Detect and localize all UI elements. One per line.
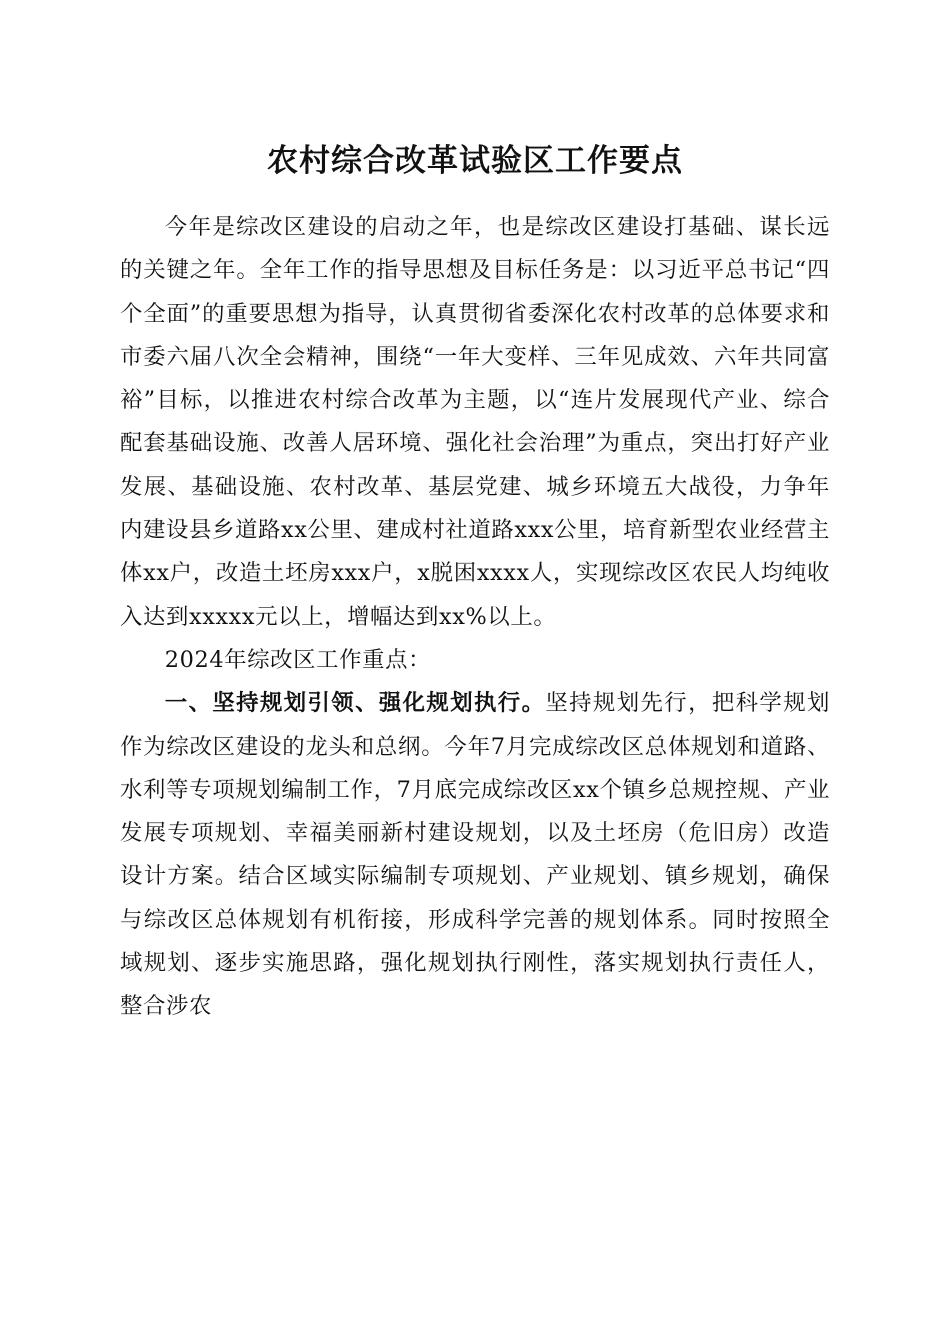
section-one-heading: 一、坚持规划引领、强化规划执行。 [164, 690, 546, 717]
paragraph-key-points-text: 2024年综改区工作重点： [164, 646, 432, 673]
document-body [120, 206, 830, 1029]
paragraph-section-one [120, 682, 830, 1028]
section-one-text: 坚持规划先行，把科学规划作为综改区建设的龙头和总纲。今年7月完成综改区总体规划和道路、水利等专项规划编制工作，7月底完成综改区xx个镇乡总规控规、产业发展专项规划、幸福美丽新村建设规划，以及土坯房（危旧房）改造设计方案。结合区域实际编制专项规划、产业规划、镇乡规划，确保与综改区总体规划有机衔接，形成科学完善的规划体系。同时按照全域规划、逐步实施思路，强化规划执行刚性，落实规划执行责任人，整合涉农 [120, 690, 830, 1020]
document-title: 农村综合改革试验区工作要点 [267, 143, 683, 179]
paragraph-intro [120, 206, 830, 639]
paragraph-intro-text: 今年是综改区建设的启动之年，也是综改区建设打基础、谋长远的关键之年。全年工作的指导思想及目标任务是：以习近平总书记“四个全面”的重要思想为指导，认真贯彻省委深化农村改革的总体要求和市委六届八次全会精神，围绕“一年大变样、三年见成效、六年共同富裕”目标，以推进农村综合改革为主题，以“连片发展现代产业、综合配套基础设施、改善人居环境、强化社会治理”为重点，突出打好产业发展、基础设施、农村改革、基层党建、城乡环境五大战役，力争年内建设县乡道路xx公里、建成村社道路xxx公里，培育新型农业经营主体xx户，改造土坯房xxx户，x脱困xxxx人，实现综改区农民人均纯收入达到xxxxx元以上，增幅达到xx%以上。 [120, 214, 830, 630]
paragraph-key-points-heading [120, 639, 830, 682]
